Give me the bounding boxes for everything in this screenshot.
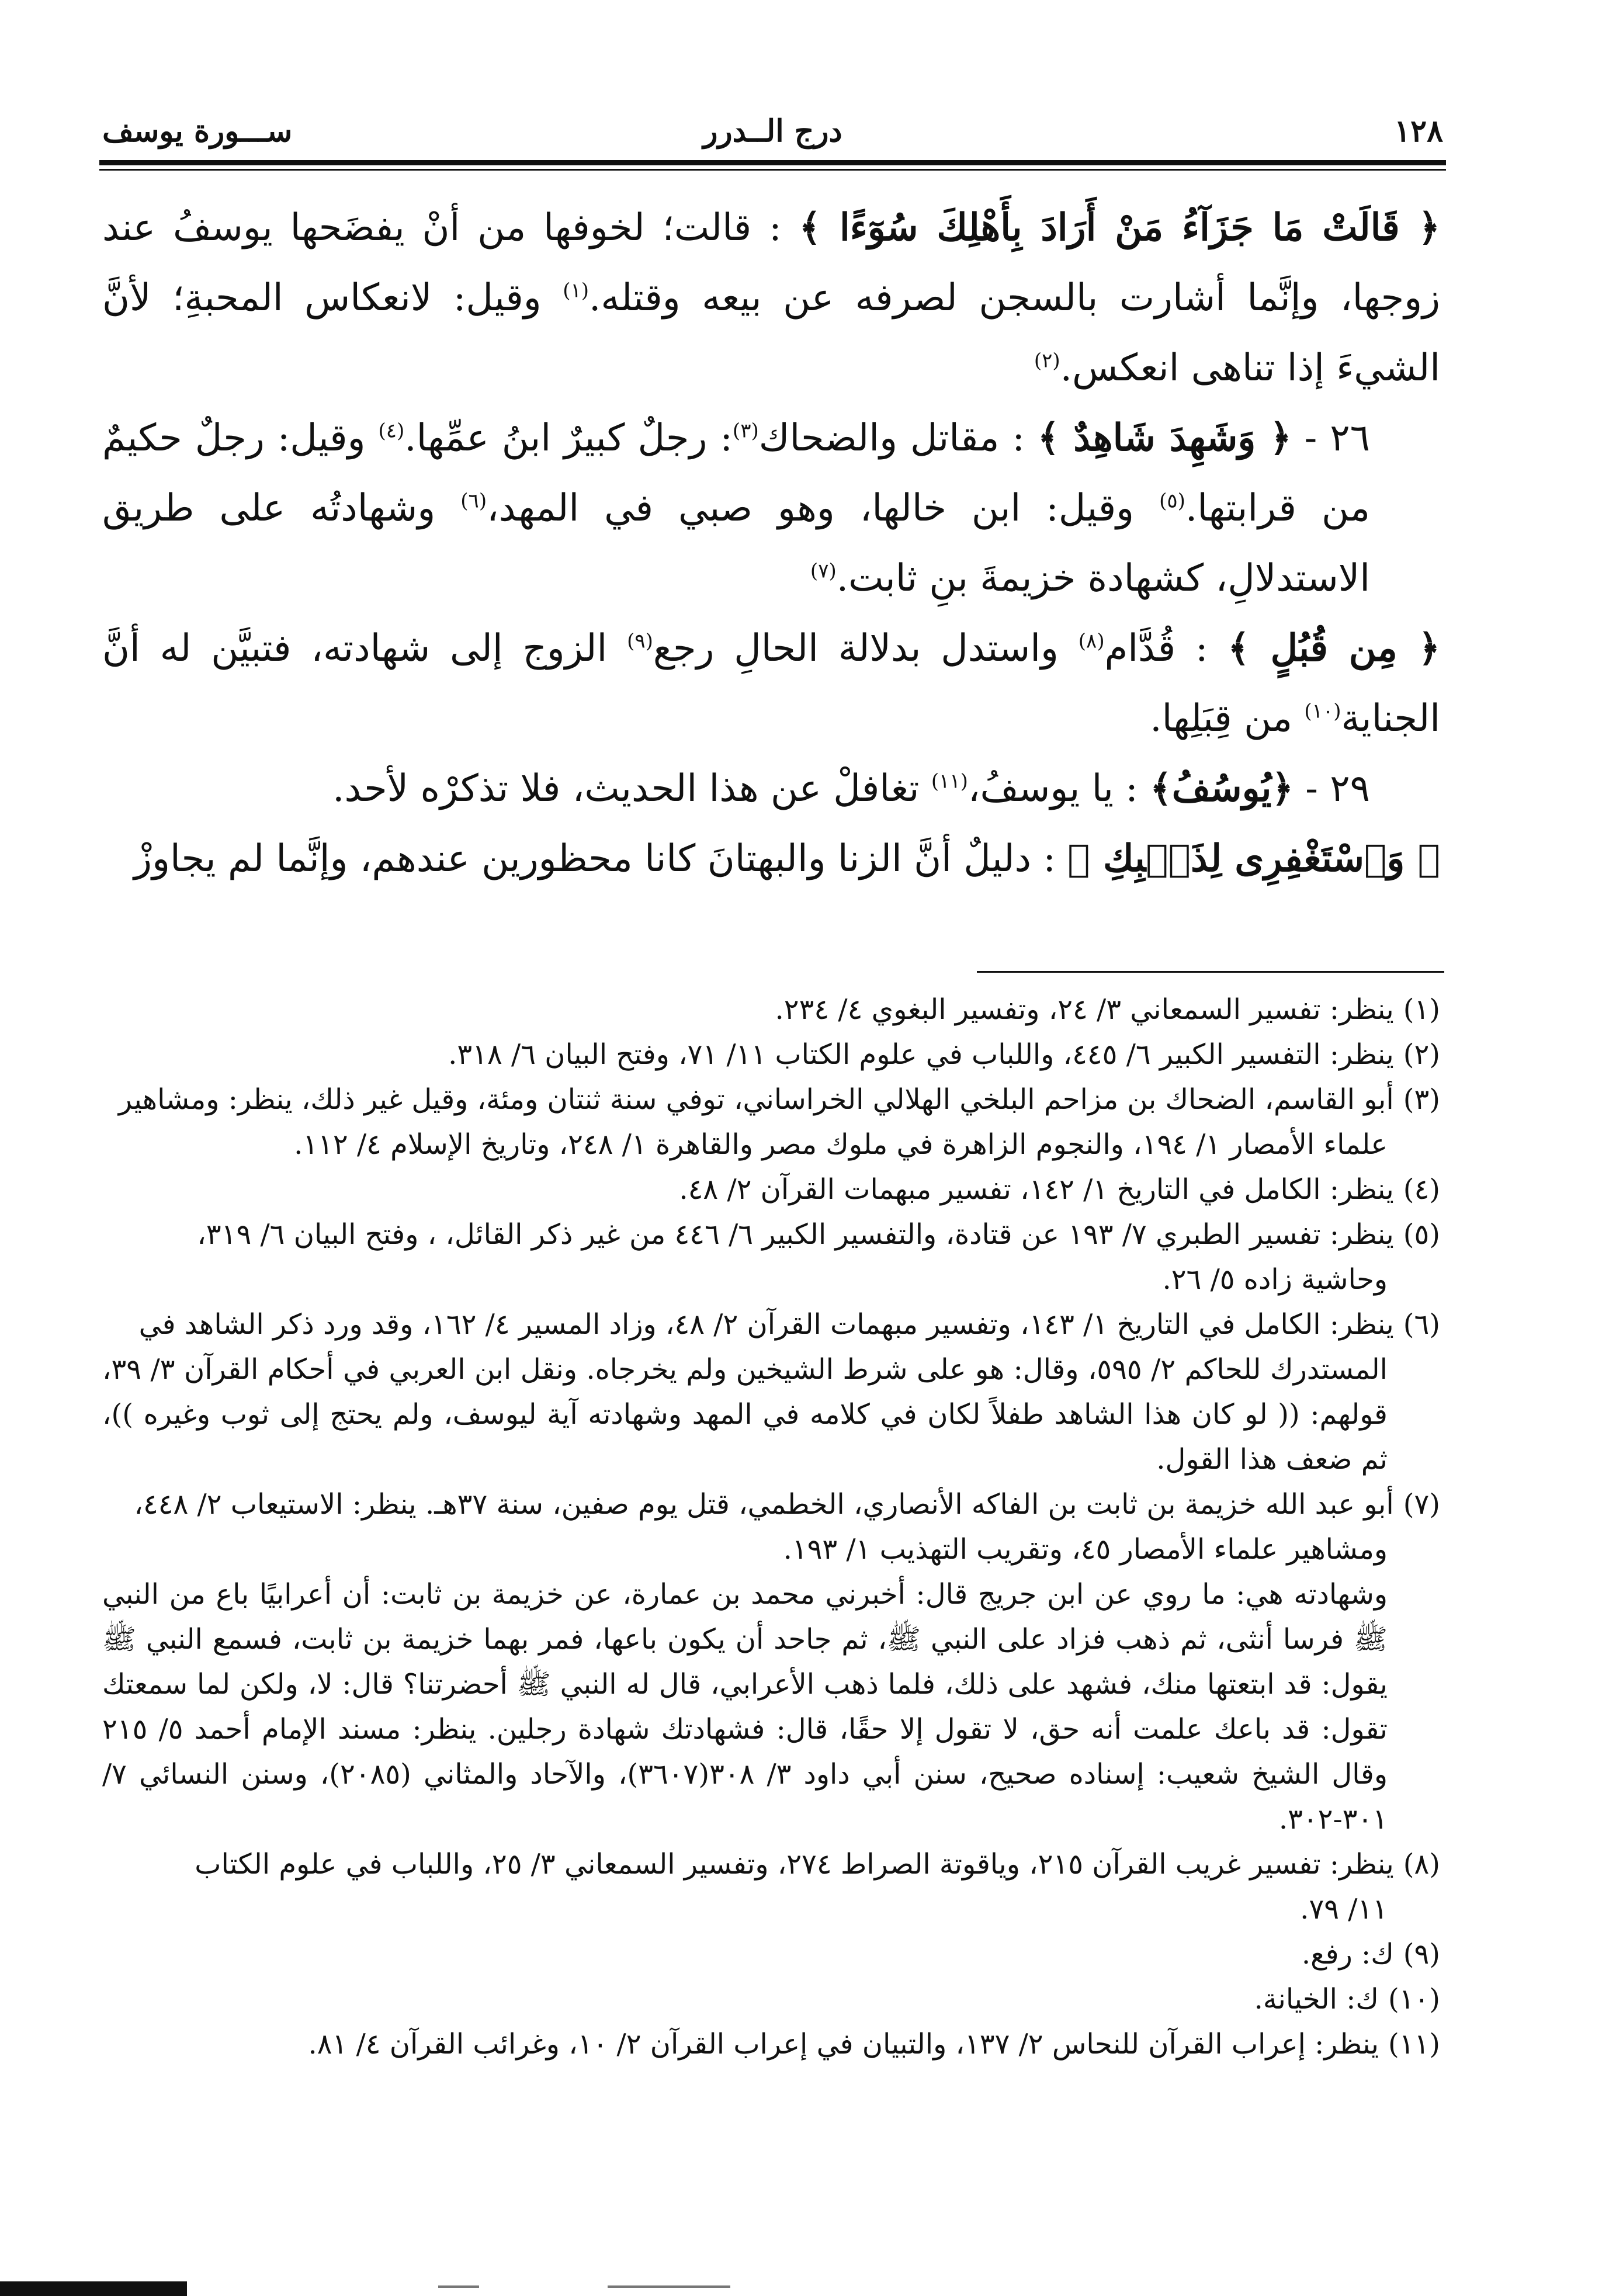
footnote-number: (٢) bbox=[1403, 1038, 1440, 1071]
footnote-ref: (٥) bbox=[1159, 489, 1185, 513]
footnote-number: (٩) bbox=[1403, 1938, 1440, 1971]
footnote-text: ينظر: الكامل في التاريخ ١/ ١٤٣، وتفسير مبهمات القرآن ٢/ ٤٨، وزاد المسير ٤/ ١٦٢، وقد ورد ذكر الشاهد في bbox=[138, 1308, 1394, 1341]
text: : دليلٌ أنَّ الزنا والبهتانَ كانا محظورين عندهم، وإنَّما لم يجاوزْ bbox=[134, 837, 1068, 880]
footnote-ref: (٢) bbox=[1034, 349, 1060, 373]
footnote-continuation: وحاشية زاده ٥/ ٢٦. bbox=[1162, 1263, 1388, 1296]
footnote-text: وشهادته هي: ما روي عن ابن جريج قال: أخبرني محمد بن عمارة، عن خزيمة بن ثابت: أن أعرابيًا باع من النبي ﷺ فرسا أنثى، ثم ذهب فزاد على النبي ﷺ، ثم جاحد أن يكون باعها، فمر بهما خزيمة بن ثابت، فسمع النبي ﷺ يقول: قد ابتعتها منك، فشهد على ذلك، فلما ذهب الأعرابي، قال له النبي ﷺ أحضرتنا؟ قال: لا، ولكن لما سمعتك تقول: قد باعك علمت أنه حق، لا تقول إلا حقًا، قال: فشهادتك شهادة رجلين. ينظر: مسند الإمام أحمد ٥/ ٢١٥ وقال الشيخ شعيب: إسناده صحيح، سنن أبي داود ٣/ ٣٠٨(٣٦٠٧)، والآحاد والمثاني (٢٠٨٥)، وسنن النسائي ٧/ ٣٠١-٣٠٢. bbox=[102, 1578, 1388, 1836]
footnote-text: ينظر: تفسير السمعاني ٣/ ٢٤، وتفسير البغوي ٤/ ٢٣٤. bbox=[775, 993, 1394, 1026]
footnote-text: ك: رفع. bbox=[1301, 1938, 1394, 1971]
text: وقيل: ابن خالها، وهو صبي في المهد، bbox=[487, 487, 1160, 530]
footnote-text: ينظر: تفسير الطبري ٧/ ١٩٣ عن قتادة، والتفسير الكبير ٦/ ٤٤٦ من غير ذكر القائل، ، وفتح البيان ٦/ ٣١٩، bbox=[197, 1218, 1394, 1251]
footnote bbox=[102, 2022, 1440, 2067]
footnote-ref: (٦) bbox=[460, 489, 487, 513]
footnote bbox=[102, 1302, 1440, 1482]
text: وقيل: رجلٌ حكيمٌ من قرابتها. bbox=[102, 417, 1371, 530]
footnote bbox=[102, 1077, 1440, 1167]
footnote-number: (٤) bbox=[1403, 1173, 1440, 1206]
footnote-ref: (٩) bbox=[627, 629, 653, 653]
footnote-number: (٨) bbox=[1403, 1848, 1440, 1881]
footnote-continuation: المستدرك للحاكم ٢/ ٥٩٥، وقال: هو على شرط الشيخين ولم يخرجاه. ونقل ابن العربي في أحكام القرآن ٣/ ٣٩، قولهم: (( لو كان هذا الشاهد طفلاً لكان في كلامه في المهد وشهادته آية ليوسف، ولم يحتج إلى ثوب وغيره ))، ثم ضعف هذا القول. bbox=[102, 1353, 1388, 1476]
text: وشهادتُه على طريق الاستدلالِ، كشهادة خزيمةَ بنِ ثابت. bbox=[102, 487, 1370, 600]
footnote bbox=[102, 1482, 1440, 1572]
footnote-ref: (١١) bbox=[931, 769, 968, 793]
footnote-ref: (٤) bbox=[378, 419, 405, 443]
footnote-text: أبو عبد الله خزيمة بن ثابت بن الفاكه الأنصاري، الخطمي، قتل يوم صفين، سنة ٣٧هـ. ينظر: الاستيعاب ٢/ ٤٤٨، bbox=[134, 1488, 1394, 1521]
text: : مقاتل والضحاك bbox=[758, 417, 1038, 460]
text: تغافلْ عن هذا الحديث، فلا تذكرْه لأحد. bbox=[332, 767, 931, 810]
footnote-number: (١١) bbox=[1388, 2028, 1440, 2061]
scan-edge-bar bbox=[0, 2281, 187, 2296]
footnote bbox=[102, 1932, 1440, 1977]
quran-quote: ﴿ وَشَهِدَ شَاهِدٌ ﴾ bbox=[1037, 416, 1292, 460]
footnote-ref: (١) bbox=[563, 279, 589, 303]
footnote-text: ينظر: تفسير غريب القرآن ٢١٥، وياقوتة الصراط ٢٧٤، وتفسير السمعاني ٣/ ٢٥، واللباب في علوم الكتاب bbox=[195, 1848, 1394, 1881]
text: : يا يوسفُ، bbox=[968, 767, 1150, 810]
footnote bbox=[102, 1842, 1440, 1932]
paragraph-5 bbox=[102, 824, 1440, 894]
footnote-number: (١٠) bbox=[1388, 1983, 1440, 2016]
header-rule-thin bbox=[99, 169, 1446, 171]
page-number: ١٢٨ bbox=[1394, 113, 1443, 149]
footnote-continuation: ١١/ ٧٩. bbox=[1300, 1893, 1388, 1926]
footnote-ref: (٨) bbox=[1078, 629, 1105, 653]
text: وقيل: لانعكاس المحبةِ؛ لأنَّ الشيءَ إذا تناهى انعكس. bbox=[102, 276, 1440, 390]
footnote-number: (١) bbox=[1403, 993, 1440, 1026]
main-text bbox=[102, 193, 1440, 894]
footnote-number: (٥) bbox=[1403, 1218, 1440, 1251]
verse-number: ٢٦ - bbox=[1291, 417, 1370, 460]
text: من قِبَلِها. bbox=[1150, 697, 1305, 740]
header-rule-thick bbox=[99, 160, 1446, 165]
text: : قالت؛ لخوفها من أنْ يفضَحها يوسفُ عند زوجها، وإنَّما أشارت بالسجن لصرفه عن بيعه وقتله. bbox=[102, 206, 1440, 320]
paragraph-1 bbox=[102, 193, 1440, 403]
quran-quote: ﴿ وَٱسْتَغْفِرِى لِذَنۢبِكِ ﴾ bbox=[1067, 837, 1440, 880]
footnote bbox=[102, 1212, 1440, 1302]
footnote-text: أبو القاسم، الضحاك بن مزاحم البلخي الهلالي الخراساني، توفي سنة ثنتان ومئة، وقيل غير ذلك، ينظر: ومشاهير bbox=[118, 1083, 1394, 1116]
footnote-ref: (٧) bbox=[810, 559, 837, 583]
footnote-number: (٧) bbox=[1403, 1488, 1440, 1521]
footnote-continuation: ومشاهير علماء الأمصار ٤٥، وتقريب التهذيب ١/ ١٩٣. bbox=[783, 1533, 1388, 1566]
footnote-separator bbox=[977, 971, 1444, 973]
scan-mark bbox=[608, 2285, 730, 2288]
footnotes bbox=[102, 987, 1440, 2067]
paragraph-2 bbox=[102, 403, 1440, 613]
footnote-ref: (٣) bbox=[732, 419, 759, 443]
footnote-text: ينظر: إعراب القرآن للنحاس ٢/ ١٣٧، والتبيان في إعراب القرآن ٢/ ١٠، وغرائب القرآن ٤/ ٨١. bbox=[308, 2028, 1379, 2061]
footnote bbox=[102, 987, 1440, 1032]
footnote bbox=[102, 1572, 1440, 1842]
footnote-number: (٣) bbox=[1403, 1083, 1440, 1116]
text: واستدل بدلالة الحالِ رجع bbox=[653, 627, 1079, 670]
text: : رجلٌ كبيرٌ ابنُ عمِّها. bbox=[404, 417, 733, 460]
text: : قُدَّام bbox=[1104, 627, 1228, 670]
verse-number: ٢٩ - bbox=[1293, 767, 1370, 810]
footnote-text: ك: الخيانة. bbox=[1254, 1983, 1379, 2016]
sura-name: ســـورة يوسف bbox=[102, 113, 293, 149]
quran-quote: ﴿ قَالَتْ مَا جَزَآءُ مَنْ أَرَادَ بِأَهْلِكَ سُوٓءًا ﴾ bbox=[799, 206, 1440, 249]
text: الزوج إلى شهادته، فتبيَّن له أنَّ الجناية bbox=[102, 627, 1440, 740]
running-header bbox=[102, 111, 1443, 152]
footnote-ref: (١٠) bbox=[1304, 699, 1341, 723]
footnote-text: ينظر: التفسير الكبير ٦/ ٤٤٥، واللباب في علوم الكتاب ١١/ ٧١، وفتح البيان ٦/ ٣١٨. bbox=[448, 1038, 1394, 1071]
paragraph-3 bbox=[102, 613, 1440, 754]
quran-quote: ﴿يُوسُفُ﴾ bbox=[1150, 767, 1294, 810]
footnote bbox=[102, 1977, 1440, 2022]
book-title: درج الــدرر bbox=[703, 113, 842, 149]
footnote-number: (٦) bbox=[1403, 1308, 1440, 1341]
scan-mark bbox=[438, 2285, 479, 2288]
footnote-text: ينظر: الكامل في التاريخ ١/ ١٤٢، تفسير مبهمات القرآن ٢/ ٤٨. bbox=[679, 1173, 1394, 1206]
footnote-continuation: علماء الأمصار ١/ ١٩٤، والنجوم الزاهرة في ملوك مصر والقاهرة ١/ ٢٤٨، وتاريخ الإسلام ٤/ ١١٢. bbox=[294, 1128, 1388, 1161]
footnote bbox=[102, 1032, 1440, 1077]
paragraph-4 bbox=[102, 754, 1440, 824]
footnote bbox=[102, 1167, 1440, 1212]
quran-quote: ﴿ مِن قُبُلٍ ﴾ bbox=[1227, 626, 1441, 670]
